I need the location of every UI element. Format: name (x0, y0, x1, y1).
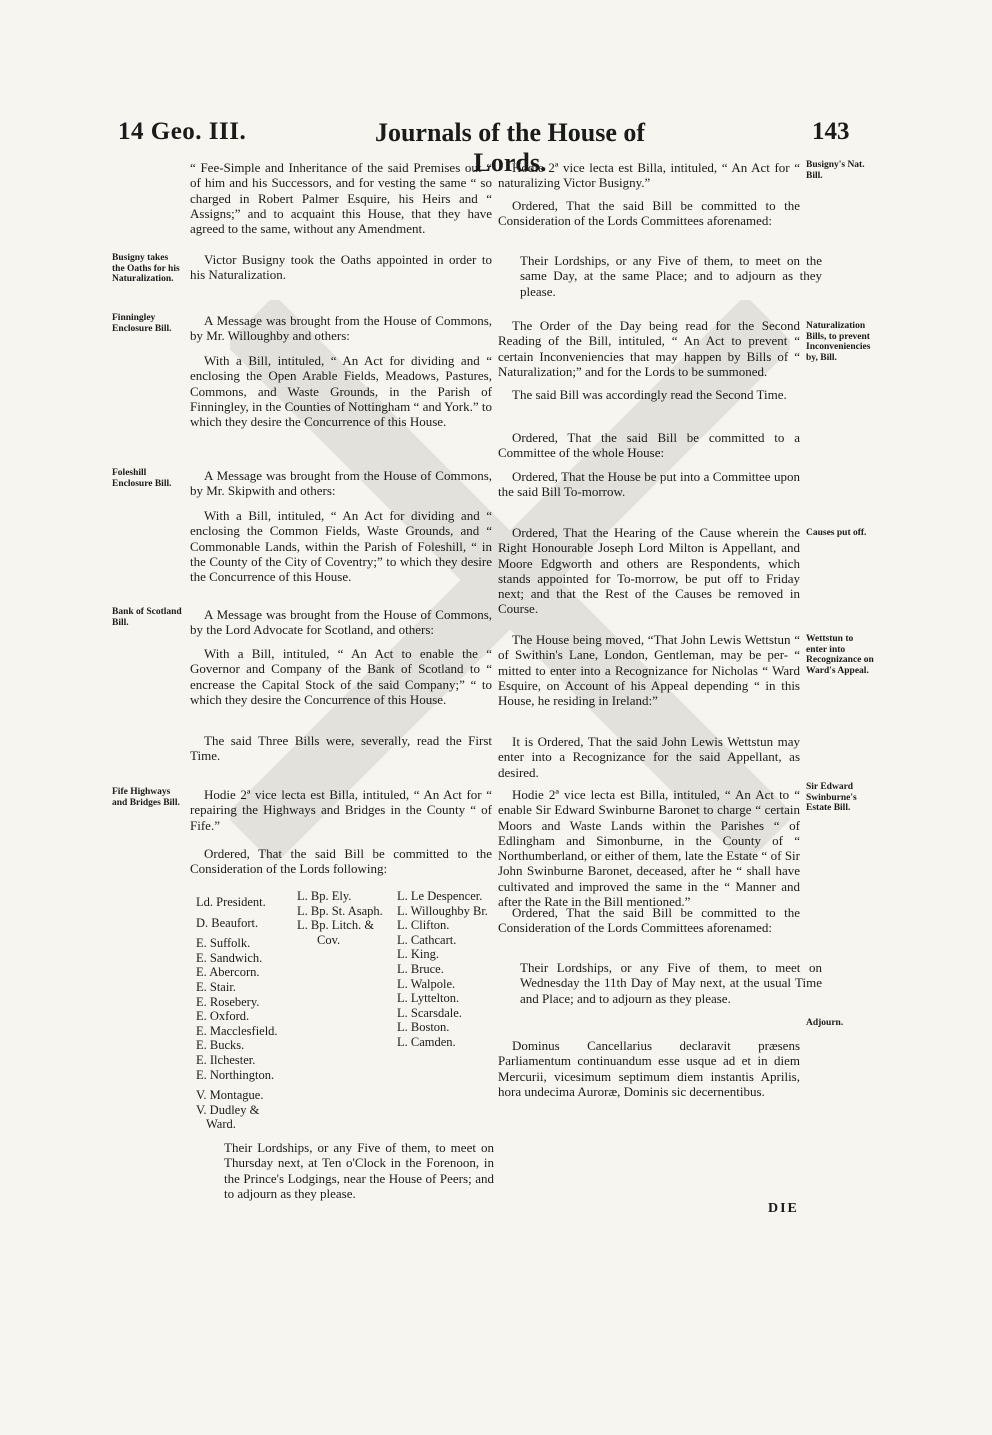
paragraph: The said Bill was accordingly read the Second Time. (512, 387, 787, 402)
margin-note-causes: Causes put off. (806, 528, 867, 538)
lord-name: L. Willoughby Br. (397, 903, 488, 918)
catchword: DIE (768, 1201, 799, 1216)
regnal-year: 14 Geo. III. (118, 118, 247, 145)
lords-list-column-1 (196, 895, 278, 1132)
margin-note-swinburne: Sir Edward Swinburne's Estate Bill. (806, 782, 857, 813)
margin-note-wettstun: Wettstun to enter into Recognizance on Ward's Appeal. (806, 634, 874, 676)
paragraph: Dominus Cancellarius declaravit præsens Parliamentum continuandum esse usque ad et in diem Mercurii, vicesimum septimum diem instantis Aprilis, hora undecima Auroræ, Dominis sic decernentibus. (498, 1038, 800, 1099)
lord-name: V. Montague. (196, 1088, 264, 1103)
paragraph: Their Lordships, or any Five of them, to meet on Wednesday the 11th Day of May next, at the usual Time and Place; and to adjourn as they please. (520, 960, 822, 1006)
paragraph: “ Fee-Simple and Inheritance of the said Premises out “ of him and his Successors, and for vesting the same “ so charged in Robert Palmer Esquire, his Heirs and “ Assigns;” and to acquaint this House, that they have agreed to the same, without any Amendment. (190, 160, 492, 237)
lord-name: Ld. President. (196, 895, 266, 909)
lords-list-column-2 (297, 889, 383, 947)
lord-name: L. Walpole. (397, 976, 456, 991)
paragraph: Ordered, That the said Bill be committed to a Committee of the whole House: (498, 430, 800, 461)
lord-name: L. Boston. (397, 1020, 450, 1035)
paragraph: The said Three Bills were, severally, read the First Time. (190, 733, 492, 764)
page-title: Journals of the House of Lords. (374, 118, 646, 177)
margin-note-busigny-oaths: Busigny takes the Oaths for his Naturalization. (112, 253, 180, 284)
paragraph: Their Lordships, or any Five of them, to meet on Thursday next, at Ten o'Clock in the Forenoon, in the Prince's Lodgings, near the House of Peers; and to adjourn as they please. (224, 1140, 494, 1201)
paragraph: Victor Busigny took the Oaths appointed in order to his Naturalization. (190, 252, 492, 283)
margin-note-foleshill: Foleshill Enclosure Bill. (112, 468, 172, 489)
lord-name: D. Beaufort. (196, 915, 259, 930)
lord-name: E. Abercorn. (196, 965, 260, 980)
paragraph: A Message was brought from the House of Commons, by the Lord Advocate for Scotland, and others: (190, 607, 492, 638)
paragraph: With a Bill, intituled, “ An Act for dividing and “ enclosing the Common Fields, Waste Grounds, and “ Commonable Lands, within the Parish of Foleshill, “ in the County of the City of Coventry;” to which they desire the Concurrence of this House. (190, 508, 492, 585)
paragraph: With a Bill, intituled, “ An Act for dividing and “ enclosing the Open Arable Fields, Meadows, Pastures, Commons, and Waste Grounds, in the Parish of Finningley, in the Counties of Nottingham “ and York.” to which they desire the Concurrence of this House. (190, 353, 492, 430)
paragraph: With a Bill, intituled, “ An Act to enable the “ Governor and Company of the Bank of Scotland to “ encrease the Capital Stock of the said Company;” “ to which they desire the Concurrence of this House. (190, 646, 492, 707)
lord-name: E. Oxford. (196, 1009, 250, 1024)
lord-name: L. Bp. St. Asaph. (297, 903, 383, 918)
lord-name: E. Sandwich. (196, 950, 263, 965)
margin-note-naturalization: Naturalization Bills, to prevent Inconveniencies by, Bill. (806, 321, 871, 363)
lord-name: E. Stair. (196, 979, 236, 994)
lord-name: L. Bruce. (397, 961, 444, 976)
paragraph: Ordered, That the said Bill be committed to the Consideration of the Lords following: (190, 846, 492, 877)
margin-note-fife-highways: Fife Highways and Bridges Bill. (112, 787, 180, 808)
paragraph: Ordered, That the said Bill be committed to the Consideration of the Lords Committees aforenamed: (498, 905, 800, 936)
lord-name: E. Ilchester. (196, 1052, 256, 1067)
paragraph: Their Lordships, or any Five of them, to meet on the same Day, at the same Place; and to adjourn as they please. (520, 253, 822, 299)
lord-name: E. Northington. (196, 1067, 275, 1082)
paragraph: Hodie 2ª vice lecta est Billa, intituled, “ An Act for “ repairing the Highways and Bridges in the County “ of Fife.” (190, 787, 492, 833)
paragraph: A Message was brought from the House of Commons, by Mr. Skipwith and others: (190, 468, 492, 499)
page-number: 143 (812, 118, 850, 145)
paragraph: Ordered, That the said Bill be committed to the Consideration of the Lords Committees aforenamed: (498, 198, 800, 229)
margin-note-adjourn: Adjourn. (806, 1018, 844, 1028)
lord-name: L. Scarsdale. (397, 1005, 462, 1020)
lord-name: L. Cathcart. (397, 932, 457, 947)
paragraph: The Order of the Day being read for the Second Reading of the Bill, intituled, “ An Act to prevent “ certain Inconveniencies that may happen by Bills of “ Naturalization;” and for the Lords to be summoned. (498, 318, 800, 379)
lord-name: L. Bp. Litch. & (297, 918, 375, 933)
lord-name: L. King. (397, 947, 440, 962)
paragraph: Hodie 2ª vice lecta est Billa, intituled, “ An Act to “ enable Sir Edward Swinburne Baronet to charge “ certain Moors and Waste Lands within the Parishes “ of Edlingham and Simonburne, in the County of “ Northumberland, or either of them, late the Estate “ of Sir John Swinburne Baronet, deceased, after he “ shall have cultivated and improved the same in the “ Manner and after the Rate in the Bill mentioned.” (498, 787, 800, 910)
lord-name: Cov. (317, 932, 341, 947)
paragraph: Ordered, That the Hearing of the Cause wherein the Right Honourable Joseph Lord Milton is Appellant, and Moore Edgworth and others are Respondents, which stands appointed for To-morrow, be put off to Friday next; and that the Rest of the Causes be removed in Course. (498, 525, 800, 617)
paragraph: Ordered, That the House be put into a Committee upon the said Bill To-morrow. (498, 469, 800, 500)
lord-name: E. Bucks. (196, 1038, 245, 1053)
paragraph: The House being moved, “That John Lewis Wettstun “ of Swithin's Lane, London, Gentleman, may be per- “ mitted to enter into a Recognizance for Nicholas “ Ward Esquire, on Account of his Appeal depending “ in this House, he residing in Ireland:” (498, 632, 800, 709)
paragraph: A Message was brought from the House of Commons, by Mr. Willoughby and others: (190, 313, 492, 344)
lord-name: L. Bp. Ely. (297, 889, 352, 903)
lord-name: Ward. (206, 1117, 236, 1132)
lord-name: L. Camden. (397, 1034, 456, 1049)
lord-name: L. Clifton. (397, 918, 450, 933)
margin-note-busigny-nat: Busigny's Nat. Bill. (806, 160, 865, 181)
lord-name: V. Dudley & (196, 1102, 260, 1117)
lord-name: E. Rosebery. (196, 994, 260, 1009)
margin-note-finningley: Finningley Enclosure Bill. (112, 313, 172, 334)
lord-name: L. Lyttelton. (397, 991, 460, 1006)
lord-name: E. Macclesfield. (196, 1023, 278, 1038)
lords-list-column-3 (397, 889, 488, 1050)
lord-name: L. Le Despencer. (397, 889, 483, 903)
paragraph: Hodie 2ª vice lecta est Billa, intituled, “ An Act for “ naturalizing Victor Busigny.” (498, 160, 800, 191)
margin-note-bank-scotland: Bank of Scotland Bill. (112, 607, 182, 628)
paragraph: It is Ordered, That the said John Lewis Wettstun may enter into a Recognizance for the said Appellant, as desired. (498, 734, 800, 780)
lord-name: E. Suffolk. (196, 936, 251, 951)
